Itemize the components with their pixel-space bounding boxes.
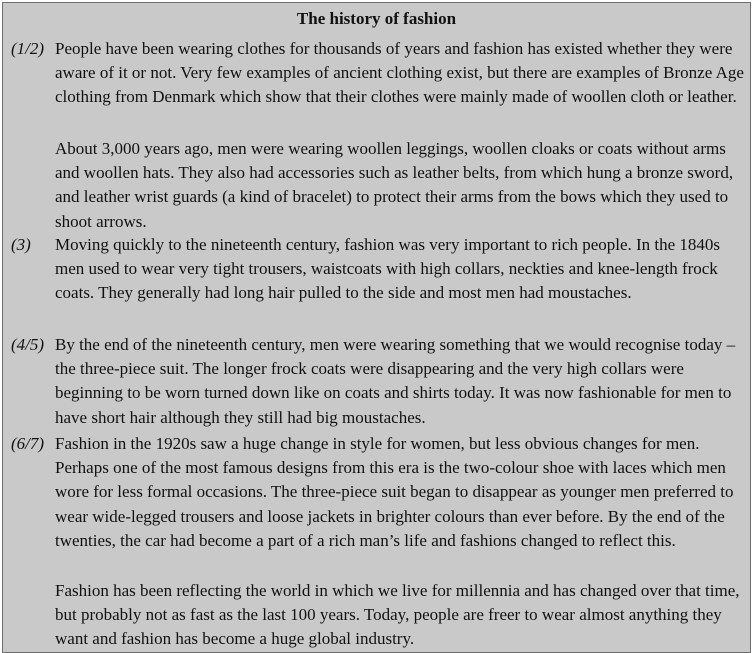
- paragraph-bronze-age: About 3,000 years ago, men were wearing woollen leggings, woollen cloaks or coats without arms and woollen hats. They also had accessories such as leather belts, from which hung a bronze sword, and leather wrist guards (a kind of bracelet) to protect their arms from the bows which they used to shoot arrows.: [55, 139, 734, 231]
- document-title: The history of fashion: [296, 9, 457, 28]
- paragraph-4-5: By the end of the nineteenth century, men were wearing something that we would recognise today – the three-piece suit. The longer frock coats were disappearing and the very high collars were beginning to be worn turned down like on coats and shirts today. It was now fashionable for men to have short hair although they still had big moustaches.: [55, 335, 736, 427]
- paragraph-number-3: (3): [11, 235, 31, 254]
- paragraph-number-6-7: (6/7): [11, 434, 45, 453]
- paragraph-conclusion: Fashion has been reflecting the world in which we live for millennia and has changed over that time, but probably not as fast as the last 100 years. Today, people are freer to wear almost anything they want and fashion has become a huge global industry.: [55, 581, 740, 649]
- paragraph-6-7: Fashion in the 1920s saw a huge change in style for women, but less obvious changes for men. Perhaps one of the most famous designs from this era is the two-colour shoe with laces which men wore for less formal occasions. The three-piece suit began to disappear as younger men preferred to wear wide-legged trousers and loose jackets in brighter colours than ever before. By the end of the twenties, the car had become a part of a rich man’s life and fashions changed to reflect this.: [55, 434, 734, 550]
- paragraph-number-1-2: (1/2): [11, 39, 45, 58]
- paragraph-number-4-5: (4/5): [11, 335, 45, 354]
- paragraph-3: Moving quickly to the nineteenth century, fashion was very important to rich people. In the 1840s men used to wear very tight trousers, waistcoats with high collars, neckties and knee-length frock coats. They generally had long hair pulled to the side and most men had moustaches.: [55, 235, 721, 303]
- paragraph-1-2: People have been wearing clothes for thousands of years and fashion has existed whether they were aware of it or not. Very few examples of ancient clothing exist, but there are examples of Bronze Age clothing from Denmark which show that their clothes were mainly made of woollen cloth or leather.: [55, 39, 744, 107]
- document-panel: [2, 2, 751, 653]
